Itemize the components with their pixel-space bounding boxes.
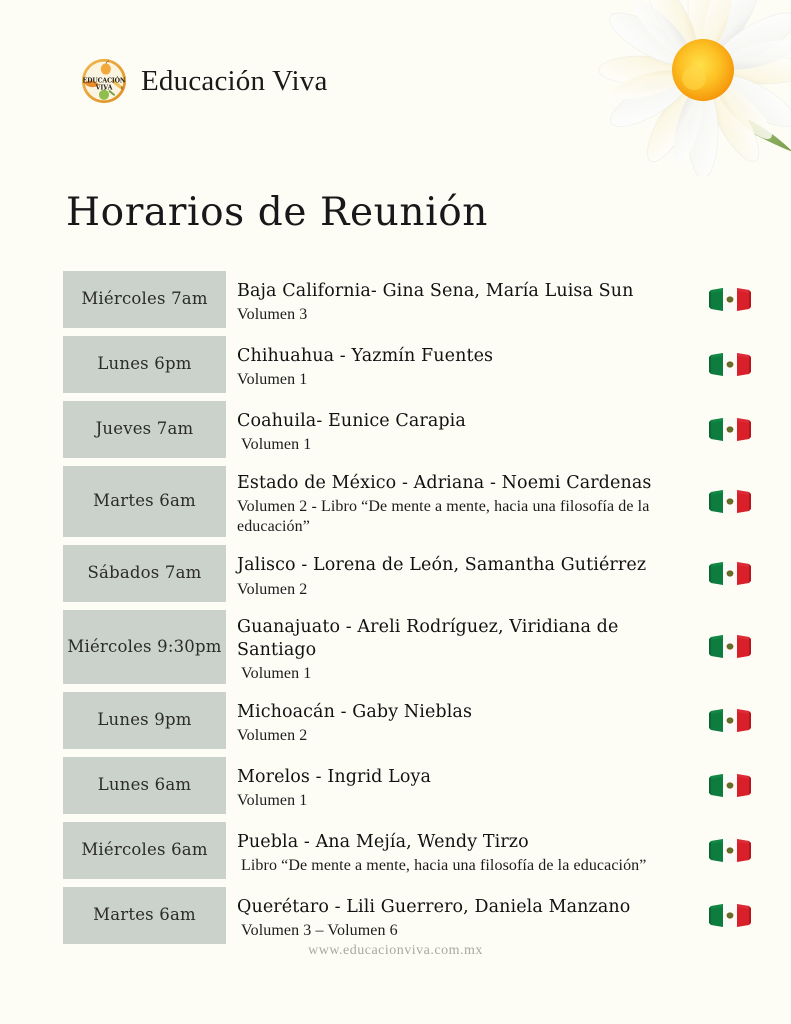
- volume-or-book-label: Volumen 3: [237, 306, 308, 324]
- mexico-flag-icon: [707, 350, 753, 380]
- volume-or-book-label: Volumen 1: [237, 371, 308, 389]
- meeting-time-pill: [63, 610, 226, 684]
- educacion-viva-logo-icon: [81, 58, 127, 104]
- schedule-list: [63, 271, 753, 952]
- schedule-row: [63, 692, 753, 749]
- meeting-time-pill: [63, 466, 226, 537]
- volume-or-book-label: Volumen 1: [241, 436, 312, 454]
- meeting-time-pill: [63, 336, 226, 393]
- brand-name: Educación Viva: [141, 64, 328, 97]
- state-and-facilitators: Guanajuato - Areli Rodríguez, Viridiana de Santiago: [237, 617, 619, 660]
- meeting-time-label: Lunes 6pm: [97, 354, 192, 374]
- schedule-row: [63, 757, 753, 814]
- schedule-row-body: [226, 887, 753, 944]
- meeting-time-pill: [63, 887, 226, 944]
- schedule-row: [63, 336, 753, 393]
- state-and-facilitators: Estado de México - Adriana - Noemi Cardenas: [237, 473, 652, 493]
- schedule-row: [63, 610, 753, 684]
- mexico-flag-icon: [707, 771, 753, 801]
- schedule-row: [63, 822, 753, 879]
- mexico-flag-icon: [707, 285, 753, 315]
- meeting-time-label: Martes 6am: [93, 491, 196, 511]
- meeting-time-label: Miércoles 9:30pm: [67, 636, 222, 656]
- state-and-facilitators: Morelos - Ingrid Loya: [237, 766, 432, 787]
- meeting-time-label: Lunes 6am: [97, 775, 192, 795]
- meeting-time-label: Jueves 7am: [95, 419, 194, 439]
- svg-text:VIVA: VIVA: [95, 84, 113, 92]
- schedule-row-body: [226, 336, 753, 393]
- footer-website-url: www.educacionviva.com.mx: [308, 943, 483, 958]
- meeting-time-pill: [63, 271, 226, 328]
- schedule-row: [63, 887, 753, 944]
- volume-or-book-label: Volumen 3 – Volumen 6: [241, 922, 398, 940]
- schedule-row: [63, 466, 753, 537]
- state-and-facilitators: Baja California- Gina Sena, María Luisa Sun: [237, 280, 634, 301]
- meeting-time-label: Martes 6am: [93, 905, 196, 925]
- schedule-row-body: [226, 271, 753, 328]
- daisy-flower-decoration: [553, 0, 791, 176]
- svg-text:EDUCACIÓN: EDUCACIÓN: [82, 77, 126, 85]
- brand-header: [81, 58, 328, 104]
- mexico-flag-icon: [707, 559, 753, 589]
- state-and-facilitators: Coahuila- Eunice Carapia: [237, 410, 466, 431]
- schedule-row-body: [226, 822, 753, 879]
- volume-or-book-label: Volumen 2: [237, 727, 308, 745]
- volume-or-book-label: Volumen 1: [241, 665, 312, 683]
- mexico-flag-icon: [707, 415, 753, 445]
- state-and-facilitators: Jalisco - Lorena de León, Samantha Gutiérrez: [237, 555, 647, 576]
- meeting-time-pill: [63, 401, 226, 458]
- mexico-flag-icon: [707, 901, 753, 931]
- schedule-row: [63, 401, 753, 458]
- page-title: Horarios de Reunión: [66, 190, 488, 235]
- state-and-facilitators: Puebla - Ana Mejía, Wendy Tirzo: [237, 831, 529, 852]
- mexico-flag-icon: [707, 706, 753, 736]
- mexico-flag-icon: [707, 632, 753, 662]
- state-and-facilitators: Querétaro - Lili Guerrero, Daniela Manzano: [237, 896, 631, 917]
- schedule-row-body: [226, 757, 753, 814]
- state-and-facilitators: Michoacán - Gaby Nieblas: [237, 701, 473, 722]
- mexico-flag-icon: [707, 487, 753, 517]
- volume-or-book-label: Volumen 2: [237, 580, 308, 598]
- state-and-facilitators: Chihuahua - Yazmín Fuentes: [237, 345, 494, 366]
- volume-or-book-label: Volumen 2 - Libro “De mente a mente, hacia una filosofía de la educación”: [237, 498, 650, 536]
- meeting-time-pill: [63, 822, 226, 879]
- mexico-flag-icon: [707, 836, 753, 866]
- meeting-time-label: Lunes 9pm: [97, 710, 192, 730]
- meeting-time-pill: [63, 545, 226, 602]
- meeting-time-label: Miércoles 7am: [81, 289, 208, 309]
- meeting-time-label: Sábados 7am: [87, 563, 202, 583]
- schedule-row-body: [226, 610, 753, 684]
- volume-or-book-label: Libro “De mente a mente, hacia una filosofía de la educación”: [241, 857, 647, 875]
- schedule-row-body: [226, 545, 753, 602]
- meeting-time-label: Miércoles 6am: [81, 840, 208, 860]
- meeting-time-pill: [63, 692, 226, 749]
- schedule-row: [63, 545, 753, 602]
- volume-or-book-label: Volumen 1: [237, 792, 308, 810]
- schedule-row: [63, 271, 753, 328]
- schedule-row-body: [226, 692, 753, 749]
- schedule-row-body: [226, 401, 753, 458]
- schedule-row-body: [226, 466, 753, 537]
- meeting-time-pill: [63, 757, 226, 814]
